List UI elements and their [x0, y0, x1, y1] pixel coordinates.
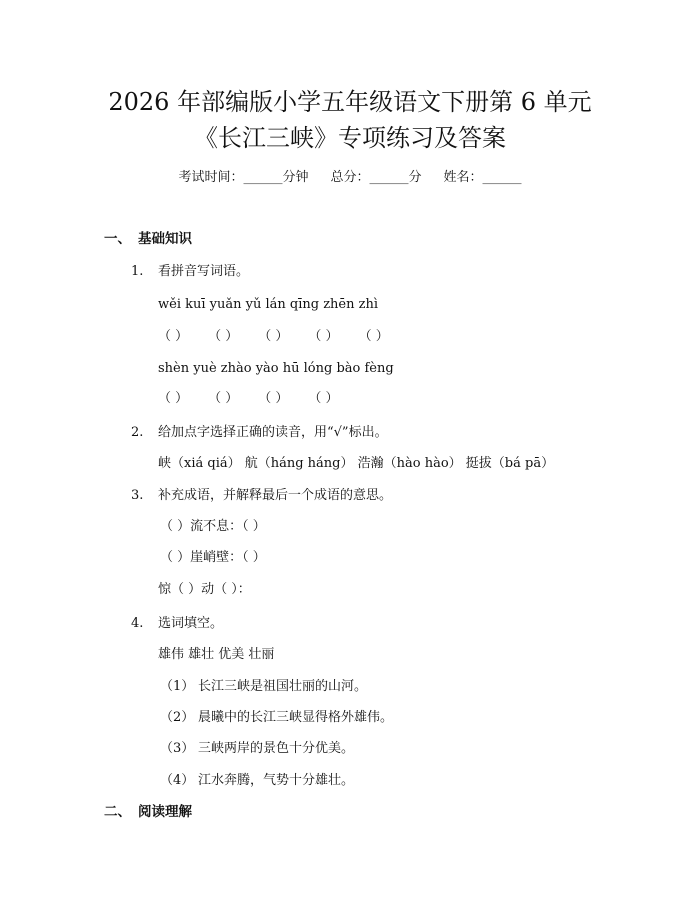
answer-blank: （ ）: [358, 329, 389, 344]
answer-number: （1）: [160, 679, 195, 694]
fill-answer-1: [160, 677, 367, 697]
section-number: 二、: [104, 804, 131, 820]
answer-blank: （ ）: [258, 391, 289, 406]
answer-blank: （ ）: [258, 329, 289, 344]
exam-time-field: 考试时间：______分钟: [178, 170, 309, 185]
answer-text: 长江三峡是祖国壮丽的山河。: [198, 679, 368, 694]
answer-blank-row-1: [158, 327, 409, 347]
answer-blank: （ ）: [208, 391, 239, 406]
idiom-line-1: （ ）流不息：（ ）: [160, 519, 266, 534]
answer-blank: （ ）: [308, 391, 339, 406]
section-heading-reading: [104, 802, 192, 822]
total-score-field: 总分：______分: [330, 170, 422, 185]
question-3: [131, 486, 392, 506]
section-label: 基础知识: [138, 231, 192, 247]
pinyin-row-1: wěi kuī yuǎn yǔ lán qīng zhēn zhì: [158, 297, 378, 312]
question-text: 选词填空。: [158, 616, 224, 631]
answer-blank: （ ）: [208, 329, 239, 344]
question-number: 4.: [131, 616, 144, 631]
question-4: [131, 614, 223, 634]
idiom-line-3: 惊（ ）动（ ）：: [158, 582, 251, 597]
document-title-line-1: 2026 年部编版小学五年级语文下册第 6 单元: [108, 88, 592, 116]
pronunciation-options: 峡（xiá qiá） 航（háng háng） 浩瀚（hào hào） 挺拔（bá pā）: [158, 456, 555, 471]
question-number: 1.: [131, 264, 144, 279]
question-number: 3.: [131, 488, 144, 503]
section-heading-basic: [104, 229, 192, 249]
idiom-line-2: （ ）崖峭壁：（ ）: [160, 550, 266, 565]
answer-number: （4）: [160, 773, 195, 788]
pinyin-row-2: shèn yuè zhào yào hū lóng bào fèng: [158, 361, 394, 376]
fill-answer-4: [160, 771, 354, 791]
answer-blank: （ ）: [158, 391, 189, 406]
section-number: 一、: [104, 231, 131, 247]
student-name-field: 姓名：______: [443, 170, 522, 185]
question-number: 2.: [131, 425, 144, 440]
exam-info: [0, 168, 700, 188]
answer-text: 晨曦中的长江三峡显得格外雄伟。: [198, 710, 394, 725]
answer-text: 三峡两岸的景色十分优美。: [198, 741, 355, 756]
word-bank: 雄伟 雄壮 优美 壮丽: [158, 647, 275, 662]
fill-answer-2: [160, 708, 393, 728]
answer-blank-row-2: [158, 389, 359, 409]
answer-text: 江水奔腾，气势十分雄壮。: [198, 773, 355, 788]
section-label: 阅读理解: [138, 804, 192, 820]
question-1: [131, 262, 249, 282]
fill-answer-3: [160, 739, 354, 759]
question-text: 看拼音写词语。: [158, 264, 250, 279]
question-text: 补充成语，并解释最后一个成语的意思。: [158, 488, 393, 503]
question-2: [131, 423, 388, 443]
question-text: 给加点字选择正确的读音，用“√”标出。: [158, 425, 388, 440]
answer-blank: （ ）: [308, 329, 339, 344]
answer-number: （2）: [160, 710, 195, 725]
answer-blank: （ ）: [158, 329, 189, 344]
answer-number: （3）: [160, 741, 195, 756]
document-title-line-2: 《长江三峡》专项练习及答案: [194, 124, 506, 152]
